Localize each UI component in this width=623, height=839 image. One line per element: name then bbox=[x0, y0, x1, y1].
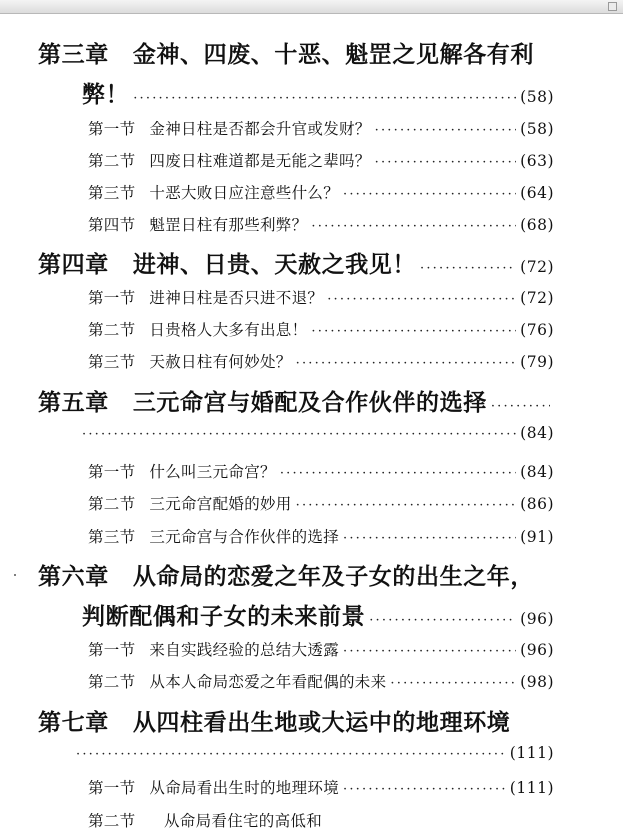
page-number: ( 58 ) bbox=[520, 88, 554, 106]
leader-dots bbox=[311, 219, 516, 234]
leader-dots bbox=[375, 123, 517, 138]
page-number: ( 68 ) bbox=[520, 216, 554, 234]
chapter-3-heading bbox=[38, 36, 598, 69]
page-number: ( 72 ) bbox=[520, 289, 554, 307]
toc-entry bbox=[88, 350, 554, 372]
section-number: 第二节 bbox=[88, 321, 136, 339]
chapter-7-heading-cont bbox=[72, 744, 554, 762]
chapter-3-heading-cont bbox=[82, 76, 554, 109]
section-number: 第一节 bbox=[88, 641, 136, 659]
page-number: ( 84 ) bbox=[520, 424, 554, 442]
section-title: 什么叫三元命宫？ bbox=[149, 463, 276, 481]
toc-entry bbox=[88, 460, 554, 482]
leader-dots bbox=[82, 427, 516, 442]
section-number: 第二节 bbox=[88, 152, 136, 170]
section-number: 第三节 bbox=[88, 184, 136, 202]
chapter-title-cont: 弊！ bbox=[82, 82, 130, 108]
page-number: ( 86 ) bbox=[520, 495, 554, 513]
page-number: ( 76 ) bbox=[520, 321, 554, 339]
page-number: ( 84 ) bbox=[520, 463, 554, 481]
page-number: ( 64 ) bbox=[520, 184, 554, 202]
leader-dots bbox=[343, 531, 516, 546]
toc-entry bbox=[88, 670, 554, 692]
leader-dots bbox=[133, 91, 516, 106]
toc-entry bbox=[88, 181, 554, 203]
section-number: 第一节 bbox=[88, 779, 136, 797]
leader-dots bbox=[375, 155, 517, 170]
leader-dots bbox=[296, 498, 517, 513]
chapter-title: 进神、日贵、天赦之我见！ bbox=[132, 252, 417, 278]
leader-dots bbox=[343, 644, 516, 659]
section-number: 第四节 bbox=[88, 216, 136, 234]
chapter-5-heading bbox=[38, 384, 554, 417]
page-number: ( 72 ) bbox=[520, 258, 554, 276]
leader-dots bbox=[311, 324, 516, 339]
leader-dots bbox=[280, 466, 516, 481]
section-title: 三元命宫与合作伙伴的选择 bbox=[149, 528, 340, 546]
chapter-title: 三元命宫与婚配及合作伙伴的选择 bbox=[132, 390, 487, 416]
section-title: 从本人命局恋爱之年看配偶的未来 bbox=[149, 673, 387, 691]
section-number: 第一节 bbox=[88, 463, 136, 481]
chapter-6-heading bbox=[38, 558, 613, 591]
chapter-title: 从四柱看出生地或大运中的地理环境 bbox=[132, 710, 511, 736]
page-number: ( 96 ) bbox=[520, 641, 554, 659]
leader-dots bbox=[420, 261, 516, 276]
chapter-title: 从命局的恋爱之年及子女的出生之年， bbox=[132, 564, 535, 590]
section-number: 第二节 bbox=[88, 812, 136, 830]
section-title: 天赦日柱有何妙处？ bbox=[149, 353, 292, 371]
chapter-4-heading bbox=[38, 246, 554, 279]
section-title: 日贵格人大多有出息！ bbox=[149, 321, 308, 339]
chapter-title-cont: 判断配偶和子女的未来前景 bbox=[82, 604, 366, 630]
section-title: 四废日柱难道都是无能之辈吗？ bbox=[149, 152, 371, 170]
leader-dots bbox=[296, 356, 517, 371]
chapter-5-heading-cont bbox=[78, 424, 554, 442]
toc-entry bbox=[88, 492, 554, 514]
toc-entry bbox=[88, 809, 554, 831]
page-number: ( 58 ) bbox=[520, 120, 554, 138]
window-control-icon[interactable] bbox=[608, 2, 617, 11]
chapter-number: 第七章 bbox=[38, 710, 109, 736]
page-number: ( 91 ) bbox=[520, 528, 554, 546]
section-number: 第一节 bbox=[88, 289, 136, 307]
section-number: 第三节 bbox=[88, 528, 136, 546]
section-number: 第二节 bbox=[88, 673, 136, 691]
toc-page bbox=[0, 14, 623, 839]
toc-entry bbox=[88, 525, 554, 547]
toc-entry bbox=[88, 149, 554, 171]
section-number: 第二节 bbox=[88, 495, 136, 513]
section-title: 从命局看出生时的地理环境 bbox=[149, 779, 340, 797]
page-number: ( 111 ) bbox=[510, 779, 554, 797]
section-title: 从命局看住宅的高低和 bbox=[164, 812, 323, 830]
chapter-number: 第三章 bbox=[38, 42, 109, 68]
section-title: 金神日柱是否都会升官或发财？ bbox=[149, 120, 371, 138]
toc-entry bbox=[88, 638, 554, 660]
section-number: 第一节 bbox=[88, 120, 136, 138]
section-title: 来自实践经验的总结大透露 bbox=[149, 641, 340, 659]
leader-dots bbox=[343, 782, 506, 797]
chapter-6-heading-cont bbox=[82, 598, 554, 631]
page-number: ( 98 ) bbox=[520, 673, 554, 691]
leader-dots bbox=[491, 399, 550, 414]
leader-dots bbox=[327, 292, 516, 307]
section-number: 第三节 bbox=[88, 353, 136, 371]
section-title: 十恶大败日应注意些什么？ bbox=[149, 184, 340, 202]
leader-dots bbox=[343, 187, 516, 202]
toc-entry bbox=[88, 117, 554, 139]
page-number: ( 96 ) bbox=[520, 610, 554, 628]
chapter-number: 第六章 bbox=[38, 564, 109, 590]
toc-entry bbox=[88, 286, 554, 308]
page-number: ( 79 ) bbox=[520, 353, 554, 371]
scan-speck bbox=[14, 574, 16, 576]
leader-dots bbox=[369, 613, 516, 628]
page-number: ( 111 ) bbox=[510, 744, 554, 762]
section-title: 进神日柱是否只进不退？ bbox=[149, 289, 324, 307]
chapter-number: 第五章 bbox=[38, 390, 109, 416]
page-number: ( 63 ) bbox=[520, 152, 554, 170]
section-title: 魁罡日柱有那些利弊？ bbox=[149, 216, 308, 234]
chapter-number: 第四章 bbox=[38, 252, 109, 278]
toc-entry bbox=[88, 776, 554, 798]
chapter-7-heading bbox=[38, 704, 613, 737]
leader-dots bbox=[76, 747, 506, 762]
toc-entry bbox=[88, 318, 554, 340]
viewer-top-bar bbox=[0, 0, 623, 14]
chapter-title: 金神、四废、十恶、魁罡之见解各有利 bbox=[132, 42, 535, 68]
leader-dots bbox=[390, 676, 516, 691]
toc-entry bbox=[88, 213, 554, 235]
section-title: 三元命宫配婚的妙用 bbox=[149, 495, 292, 513]
